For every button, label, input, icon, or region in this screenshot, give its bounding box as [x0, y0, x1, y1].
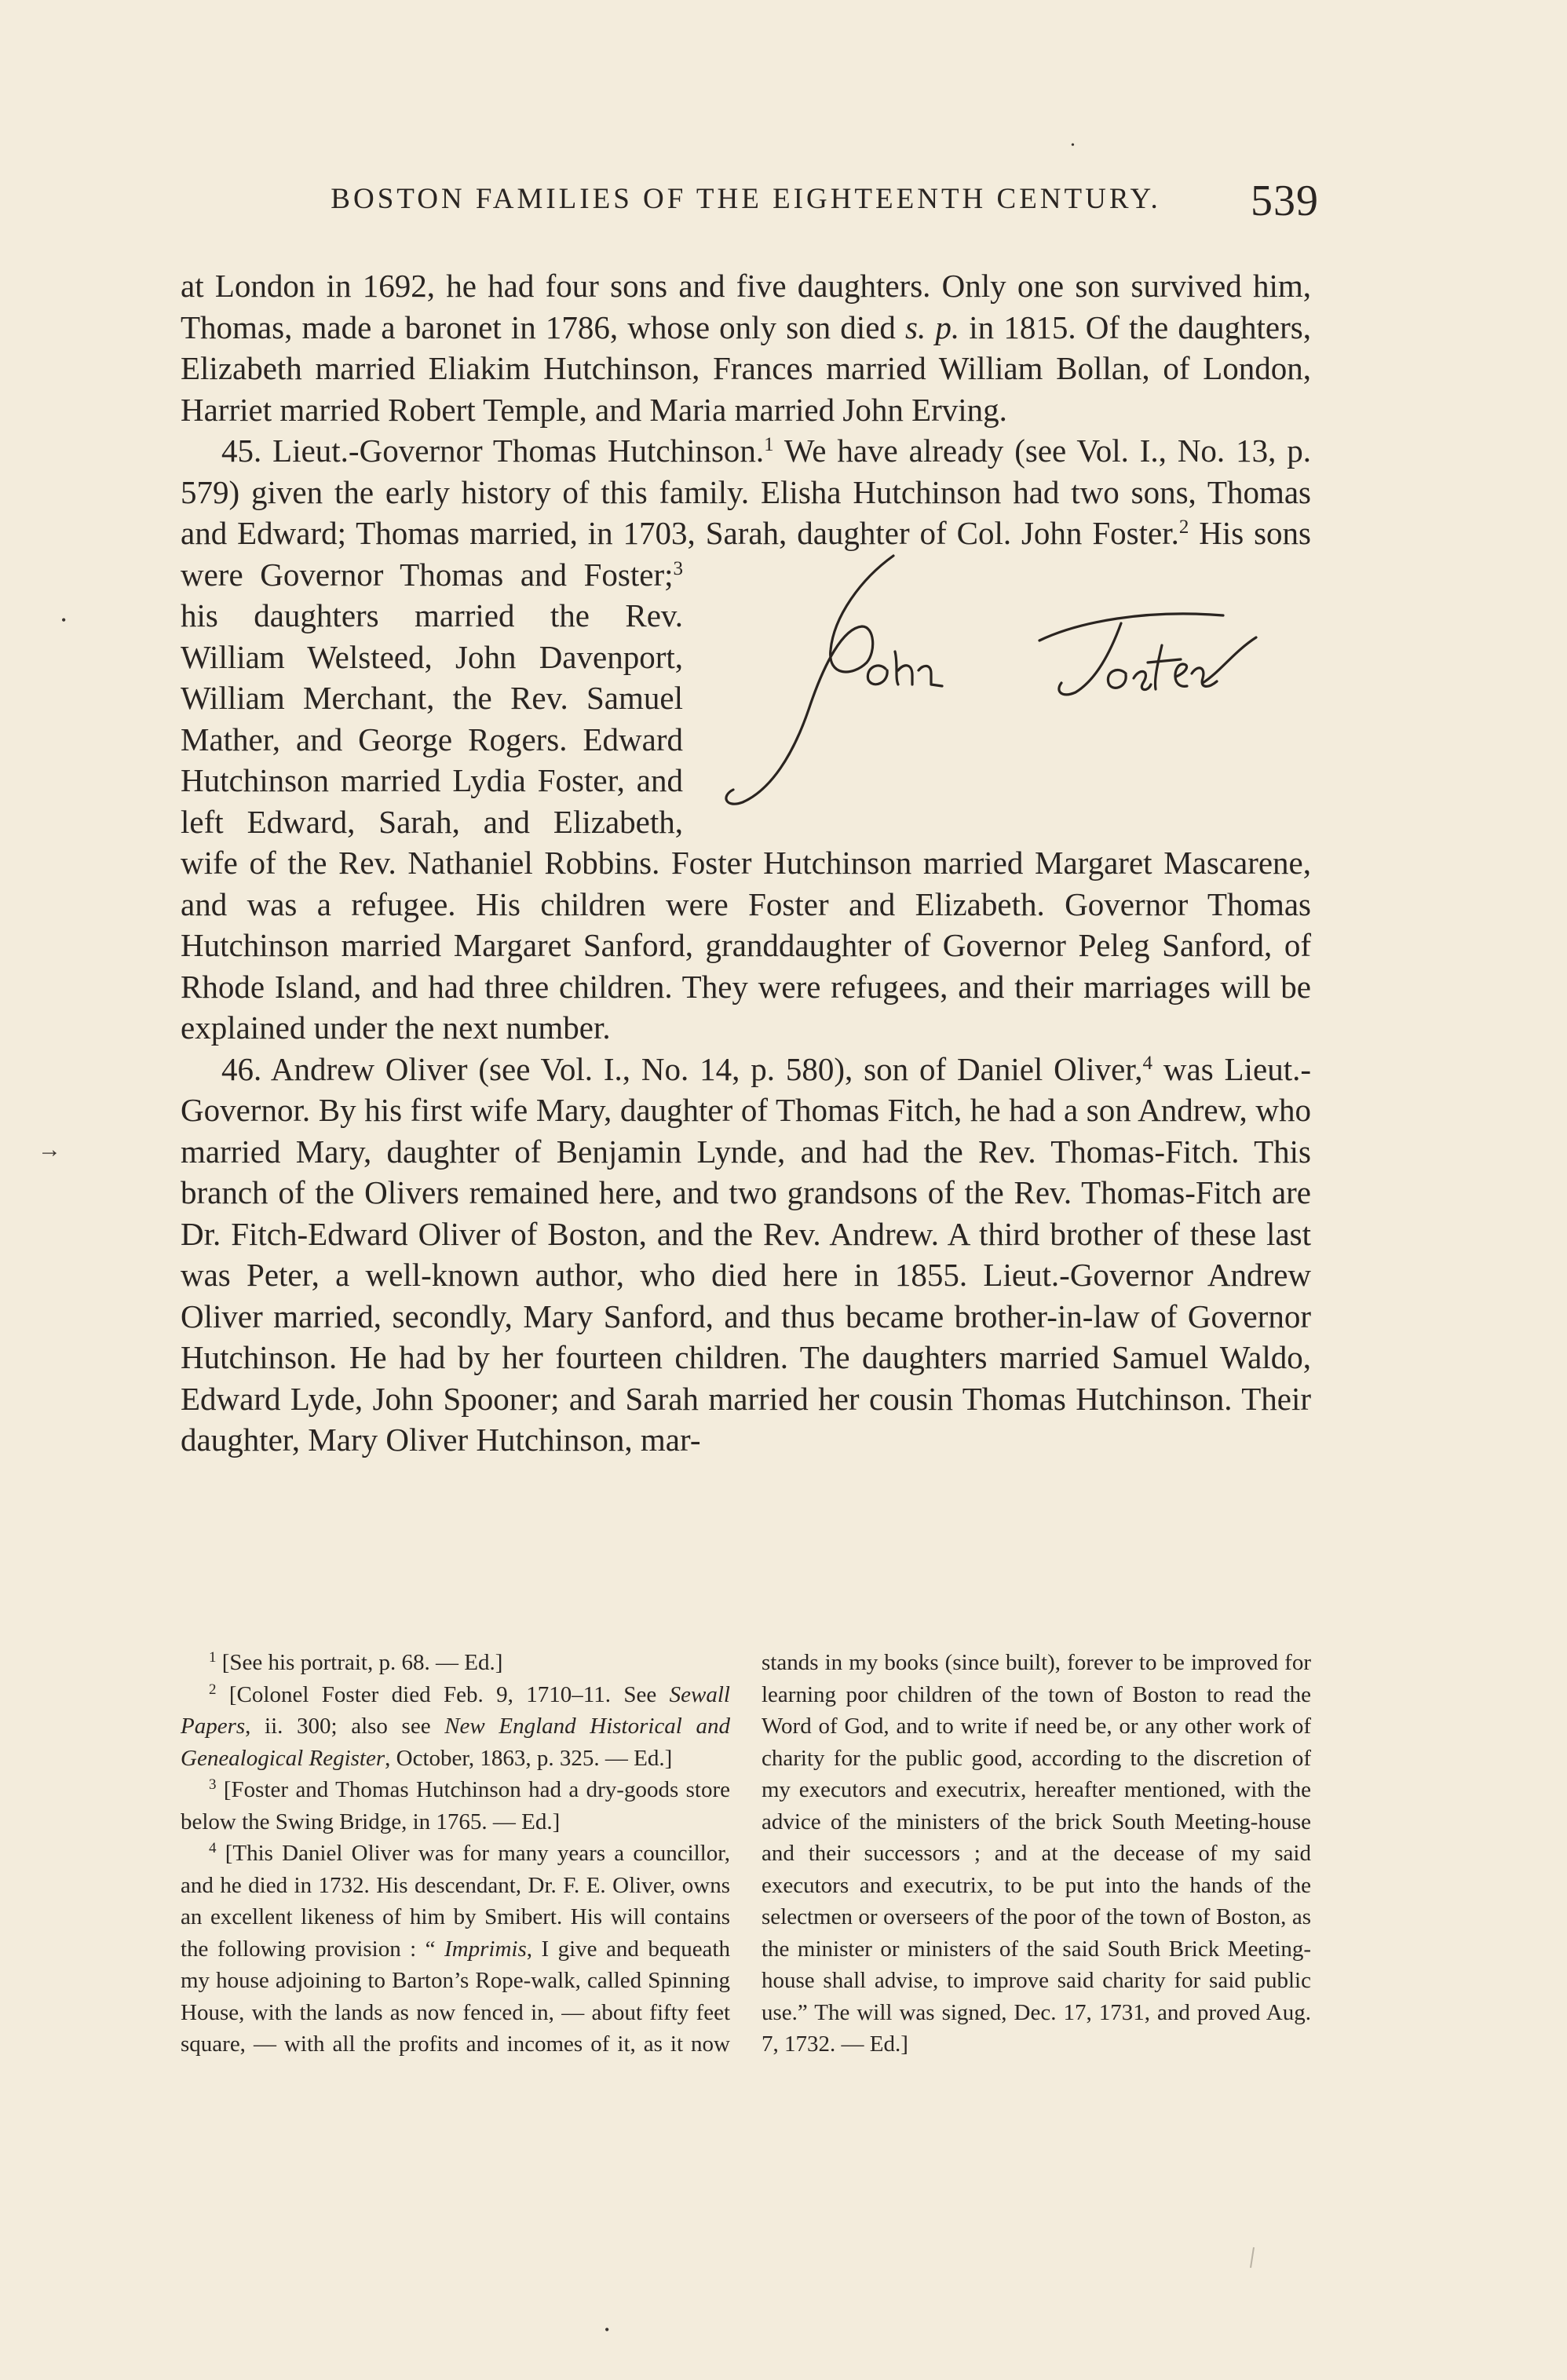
footnote-ref-3: 3: [673, 557, 683, 579]
footnote-2: $^2$ [Colonel Foster died Feb. 9, 1710–11. See Sewall Papers, ii. 300; also see New England Historical and Genealogical Register, October, 1863, p. 325. — Ed.]: [181, 1681, 730, 1771]
paragraph-1: at London in 1692, he had four sons and five daughters. Only one son survived him, Thomas, made a baronet in 1786, whose only son died s. p. in 1815. Of the daughters, Elizabeth married Eliakim Hutchinson, Frances married William Bollan, of London, Harriet married Robert Temple, and Maria married John Erving.: [181, 268, 1311, 428]
footnote-1: $^1$ [See his portrait, p. 68. — Ed.]: [209, 1649, 503, 1675]
stray-dot-mark: •: [1071, 140, 1075, 151]
main-text: [181, 265, 1311, 1461]
page-number: 539: [1251, 177, 1319, 225]
footnote-ref-2: 2: [1178, 517, 1189, 538]
footnote-ref-1: 1: [764, 434, 774, 455]
signature-strokes: [726, 556, 1256, 804]
stray-dot-mark: •: [61, 612, 67, 628]
paragraph-45: 45. Lieut.-Governor Thomas Hutchinson.$^1$ We have already (see Vol. I., No. 13, p. 579) given the early history of this family. Elisha Hutchinson had two sons, Thomas and Edward; Thomas married, in 1703, Sarah, daughter of Col. John Foster.$^2$ His sons were Governor Thomas and Foster;$^3$ his daughters married the Rev. William Welsteed, John Davenport, William Merchant, the Rev. Samuel Mather, and George Rogers. Edward Hutchinson married Lydia Foster, and left Edward, Sarah, and Elizabeth, wife of the Rev. Nathaniel Robbins. Foster Hutchinson married Margaret Mascarene, and was a refugee. His children were Foster and Elizabeth. Governor Thomas Hutchinson married Margaret Sanford, granddaughter of Governor Peleg Sanford, of Rhode Island, and had three children. They were refugees, and their marriages will be explained under the next number.: [181, 430, 1311, 1049]
signature-john-foster: [707, 545, 1327, 815]
footnote-3: $^3$ [Foster and Thomas Hutchinson had a dry-goods store below the Swing Bridge, in 1765. — Ed.]: [181, 1776, 730, 1834]
running-head: BOSTON FAMILIES OF THE EIGHTEENTH CENTURY.: [331, 183, 1161, 215]
signature-image: [707, 545, 1327, 815]
footnotes: [181, 1647, 1311, 2212]
paragraph-46: 46. Andrew Oliver (see Vol. I., No. 14, p. 580), son of Daniel Oliver,$^4$ was Lieut.-Governor. By his first wife Mary, daughter of Thomas Fitch, he had a son Andrew, who married Mary, daughter of Benjamin Lynde, and had the Rev. Thomas-Fitch. This branch of the Olivers remained here, and two grandsons of the Rev. Thomas-Fitch are Dr. Fitch-Edward Oliver of Boston, and the Rev. Andrew. A third brother of these last was Peter, a well-known author, who died here in 1855. Lieut.-Governor Andrew Oliver married, secondly, Mary Sanford, and thus became brother-in-law of Governor Hutchinson. He had by her fourteen children. The daughters married Samuel Waldo, Edward Lyde, John Spooner; and Sarah married her cousin Thomas Hutchinson. Their daughter, Mary Oliver Hutchinson, mar-: [181, 1050, 1311, 1458]
stray-dot-mark: •: [605, 2322, 610, 2338]
page-header: [181, 177, 1319, 237]
italic-sp: s. p.: [905, 308, 960, 345]
footnote-ref-4: 4: [1142, 1052, 1153, 1074]
footnote-4: $^4$ [This Daniel Oliver was for many years a councillor, and he died in 1732. His descendant, Dr. F. E. Oliver, owns an excellent likeness of him by Smibert. His will contains the following provision : “ Imprimis, I give and bequeath my house adjoining to Barton’s Rope-walk, called Spinning House, with the lands as now fenced in, — about fifty feet square, — with all the profits and incomes of it, as it now stands in my books (since built), forever to be improved for learning poor children of the town of Boston to read the Word of God, and to write if need be, or any other work of charity for the public good, according to the discretion of my executors and executrix, hereafter mentioned, with the advice of the ministers of the brick South Meeting-house and their successors ; and at the decease of my said executors and executrix, to be put into the hands of the selectmen or overseers of the poor of the town of Boston, as the minister or ministers of the said South Brick Meeting-house shall advise, to improve said charity for said public use.” The will was signed, Dec. 17, 1731, and proved Aug. 7, 1732. — Ed.]: [181, 1650, 1311, 2057]
arrow-icon: →: [38, 1137, 61, 1163]
pencil-mark-icon: [1250, 2247, 1255, 2269]
